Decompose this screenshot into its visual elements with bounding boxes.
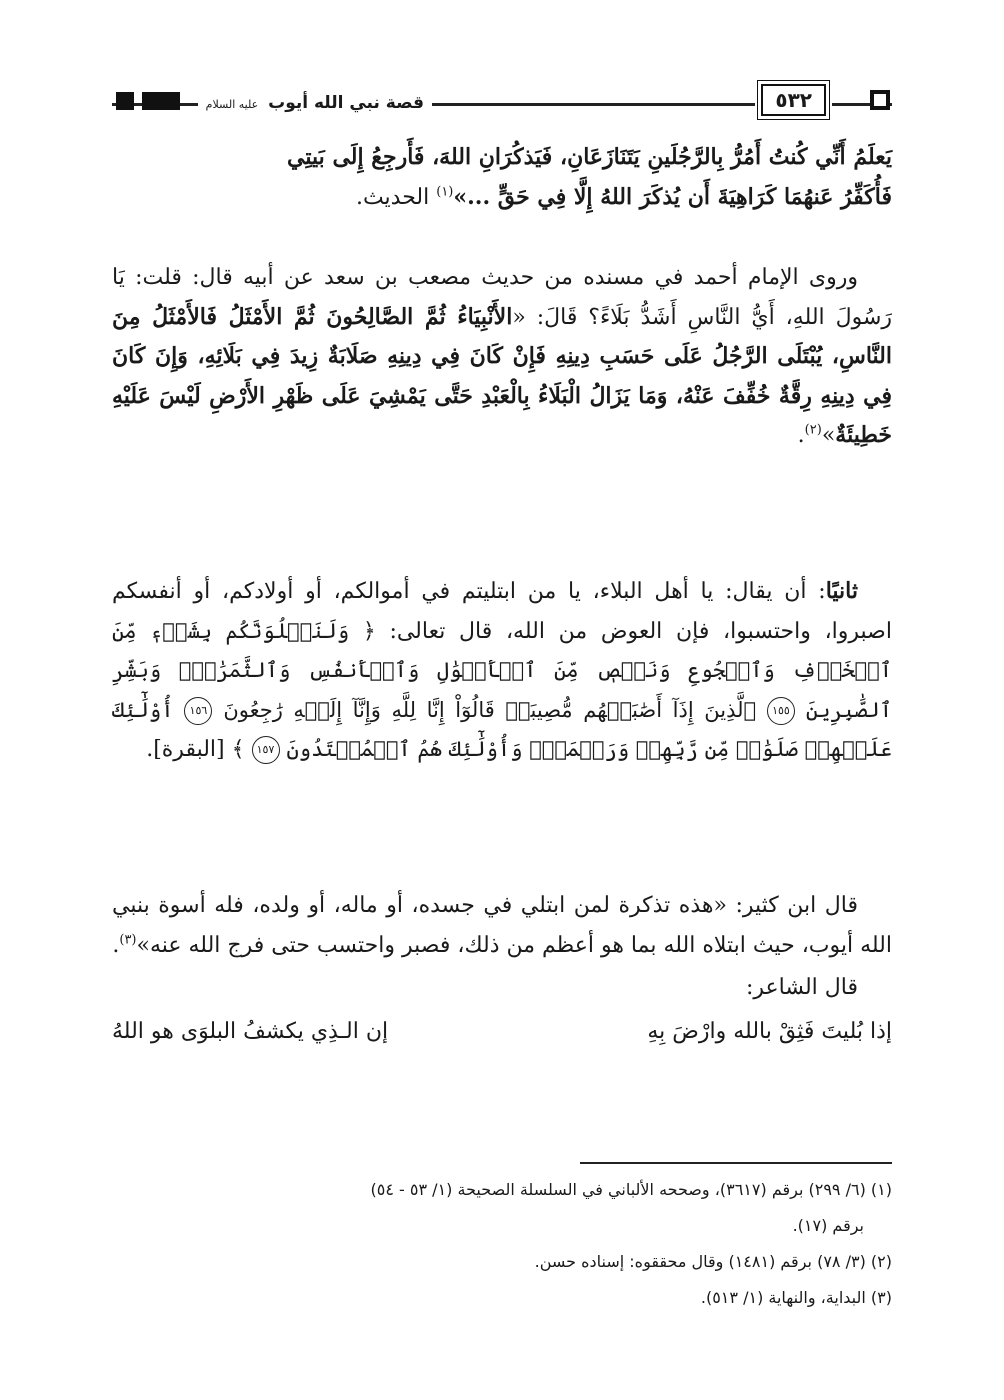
header-ornament-bar — [142, 92, 180, 110]
quran-verse-157: أُوْلَٰٓئِكَ عَلَيۡهِمۡ صَلَوَٰتٞ مِّن رَّبِّهِمۡ وَرَحۡمَةٞۖ وَأُوْلَٰٓئِكَ هُمُ ٱلۡمُهۡتَدُونَ — [112, 697, 892, 761]
ibn-kathir-quote: قال ابن كثير: «هذه تذكرة لمن ابتلي في جسده، أو ماله، أو ولده، فله أسوة بنبي الله أيوب، حيث ابتلاه الله بما هو أعظم من ذلك، فصبر واحتسب حتى فرج الله عنه»$^{(٣)}$. — [112, 893, 892, 958]
paragraph-5 — [112, 968, 892, 1008]
paragraph-4 — [112, 886, 892, 965]
footnote-ref-3[interactable]: (٣) — [119, 932, 137, 948]
hadith-paragraph: وروى الإمام أحمد في مسنده من حديث مصعب بن سعد عن أبيه قال: قلت: يَا رَسُولَ اللهِ، أَيُّ النَّاسِ أَشَدُّ بَلَاءً؟ قَالَ: «الأَنْبِيَاءُ ثُمَّ الصَّالِحُونَ ثُمَّ الأَمْثَلُ فَالأَمْثَلُ مِنَ النَّاسِ، يُبْتَلَى الرَّجُلُ عَلَى حَسَبِ دِينِهِ فَإِنْ كَانَ فِي دِينِهِ صَلَابَةٌ زِيدَ فِي بَلَائِهِ، وَإِنَ كَانَ فِي دِينِهِ رِقَّةٌ خُفِّفَ عَنْهُ، وَمَا يَزَالُ الْبَلَاءُ بِالْعَبْدِ حَتَّى يَمْشِيَ عَلَى ظَهْرِ الأَرْضِ لَيْسَ عَلَيْهِ خَطِيئَةٌ»$^{(٢)}$. — [112, 265, 893, 448]
footnote-1-continued: برقم (١٧). — [792, 1216, 864, 1235]
hadith-text: الأَنْبِيَاءُ ثُمَّ الصَّالِحُونَ ثُمَّ الأَمْثَلُ فَالأَمْثَلُ مِنَ النَّاسِ، يُبْتَلَى الرَّجُلُ عَلَى حَسَبِ دِينِهِ فَإِنْ كَانَ فِي دِينِهِ صَلَابَةٌ زِيدَ فِي بَلَائِهِ، وَإِنَ كَانَ فِي دِينِهِ رِقَّةٌ خُفِّفَ عَنْهُ، وَمَا يَزَالُ الْبَلَاءُ بِالْعَبْدِ حَتَّى يَمْشِيَ عَلَى ظَهْرِ الأَرْضِ لَيْسَ عَلَيْهِ خَطِيئَةٌ — [112, 303, 892, 448]
chapter-title — [198, 88, 432, 120]
footnote-1: (١) (٦/ ٢٩٩) برقم (٣٦١٧)، وصححه الألباني في السلسلة الصحيحة (١/ ٥٣ - ٥٤) — [370, 1180, 892, 1199]
quran-paragraph: ثانيًا: أن يقال: يا أهل البلاء، يا من ابتليتم في أموالكم، أو أولادكم، أو أنفسكم اصبروا، واحتسبوا، فإن العوض من الله، قال تعالى: ﴿ وَلَنَبۡلُوَنَّكُم بِشَيۡءٖ مِّنَ ٱلۡخَوۡفِ وَٱلۡجُوعِ وَنَقۡصٖ مِّنَ ٱلۡأَمۡوَٰلِ وَٱلۡأَنفُسِ وَٱلثَّمَرَٰتِۗ وَبَشِّرِ ٱلصَّٰبِرِينَ ١٥٥ ٱلَّذِينَ إِذَآ أَصَٰبَتۡهُم مُّصِيبَةٞ قَالُوٓاْ إِنَّا لِلَّهِ وَإِنَّآ إِلَيۡهِ رَٰجِعُونَ ١٥٦ أُوْلَٰٓئِكَ عَلَيۡهِمۡ صَلَوَٰتٞ مِّن رَّبِّهِمۡ وَرَحۡمَةٞۖ وَأُوْلَٰٓئِكَ هُمُ ٱلۡمُهۡتَدُونَ ١٥٧ ﴾ [البقرة]. — [112, 578, 893, 762]
quran-verse-156: ٱلَّذِينَ إِذَآ أَصَٰبَتۡهُم مُّصِيبَةٞ قَالُوٓاْ إِنَّا لِلَّهِ وَإِنَّآ إِلَيۡهِ رَٰجِعُونَ — [223, 697, 757, 722]
verse-number-156: ١٥٦ — [184, 697, 212, 725]
footnotes — [112, 1172, 892, 1316]
poet-intro: قال الشاعر: — [745, 975, 858, 1000]
quran-verse-155: وَلَنَبۡلُوَنَّكُم بِشَيۡءٖ مِّنَ ٱلۡخَوۡفِ وَٱلۡجُوعِ وَنَقۡصٖ مِّنَ ٱلۡأَمۡوَٰلِ وَٱلۡأَنفُسِ وَٱلثَّمَرَٰتِۗ وَبَشِّرِ ٱلصَّٰبِرِينَ — [112, 618, 893, 722]
paragraph-3 — [112, 572, 892, 770]
running-header — [112, 88, 892, 122]
verse-number-155: ١٥٥ — [767, 697, 795, 725]
chapter-title-text: قصة نبي الله أيوب — [268, 93, 424, 113]
poem-hemistich-2: إن الـذِي يكشفُ البلوَى هو اللهُ — [112, 1019, 389, 1044]
page-number: ٥٣٢ — [761, 84, 826, 116]
footnote-2: (٢) (٣/ ٧٨) برقم (١٤٨١) وقال محققوه: إسناده حسن. — [534, 1252, 892, 1271]
footnote-ref-2[interactable]: (٢) — [804, 422, 822, 438]
honorific: عليه السلام — [205, 98, 259, 111]
page-number-box — [755, 84, 832, 116]
paragraph-2 — [112, 258, 892, 456]
paragraph-1 — [112, 138, 892, 217]
footnote-separator — [580, 1162, 892, 1164]
surah-reference: ﴾ [البقرة]. — [146, 737, 252, 762]
header-ornament-right — [870, 90, 890, 110]
header-ornament-left — [116, 92, 134, 110]
second-point-label: ثانيًا — [825, 578, 858, 604]
poem-hemistich-1: إذا بُليتَ فَثِقْ بالله وارْضَ بِهِ — [647, 1019, 892, 1044]
footnote-ref-1[interactable]: (١) — [436, 184, 454, 200]
footnote-3: (٣) البداية، والنهاية (١/ ٥١٣). — [700, 1288, 892, 1307]
hadith-line-2: فَأُكَفِّرُ عَنهُمَا كَرَاهِيَةَ أَن يُذكَرَ اللهُ إِلَّا فِي حَقٍّ ...»$^{(١)}$ الحديث. — [355, 183, 892, 210]
verse-number-157: ١٥٧ — [252, 736, 280, 764]
hadith-line-1: يَعلَمُ أَنِّي كُنتُ أَمُرُّ بِالرَّجُلَينِ يَتَنَازَعَانِ، فَيَذكُرَانِ اللهَ، فَأَرجِعُ إِلَى بَيتِي — [287, 144, 892, 170]
